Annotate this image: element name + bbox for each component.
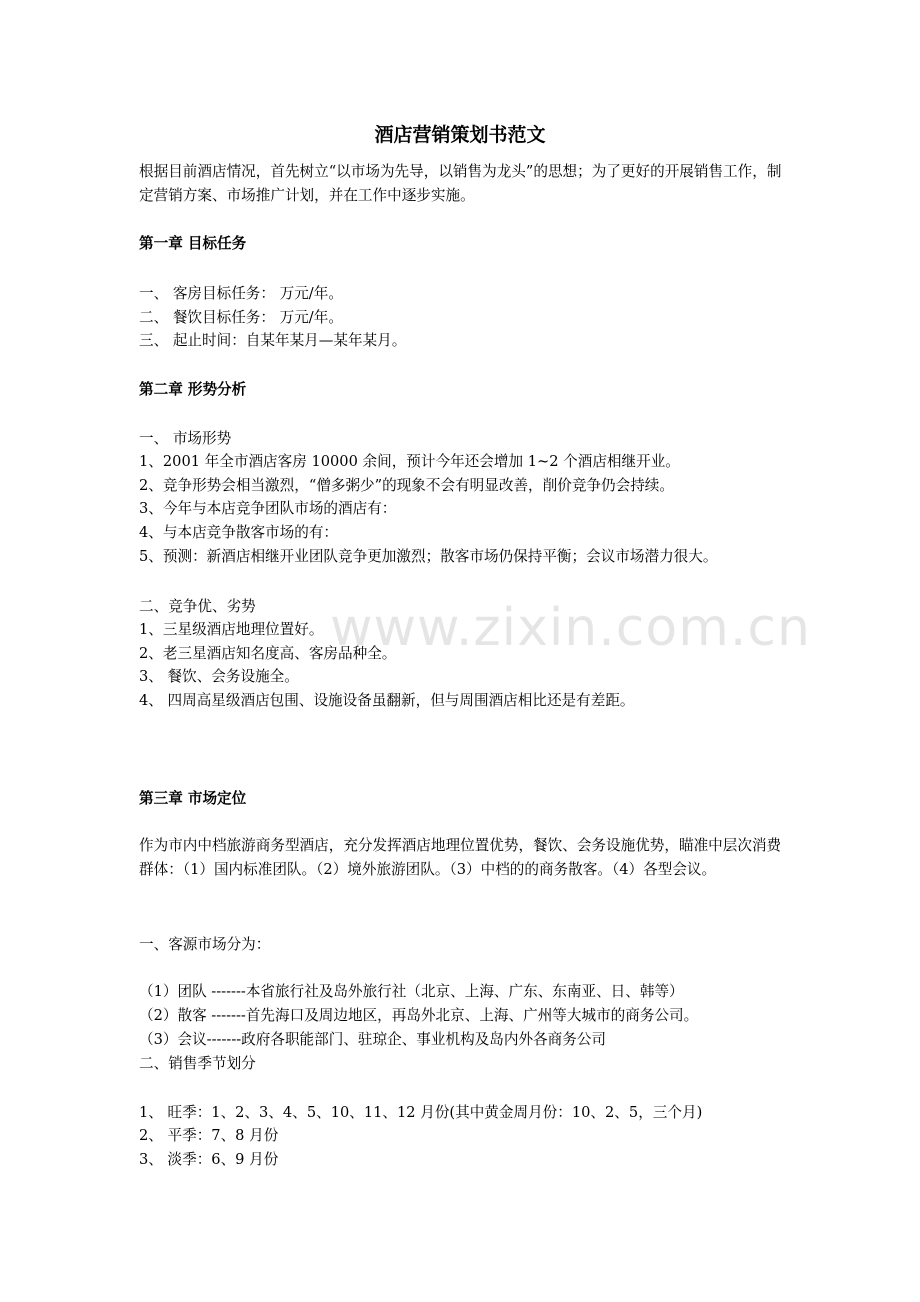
chapter3-intro-paragraph: 作为市内中档旅游商务型酒店，充分发挥酒店地理位置优势，餐饮、会务设施优势，瞄准中层次消费群体：（1）国内标准团队。（2）境外旅游团队。（3）中档的的商务散客。（4）各型会议。: [139, 837, 782, 878]
chapter2-section2-title: 二、竞争优、劣势: [139, 598, 256, 615]
chapter2-section1-item: 1、2001 年全市酒店客房 10000 余间，预计今年还会增加 1~2 个酒店相继开业。: [139, 453, 680, 470]
chapter2-section2-item: 1、三星级酒店地理位置好。: [139, 621, 324, 638]
chapter2-section1-item: 2、竞争形势会相当激烈，“僧多粥少”的现象不会有明显改善，削价竞争仍会持续。: [139, 477, 674, 494]
chapter1-item: 三、 起止时间：自某年某月—某年某月。: [139, 332, 407, 349]
chapter2-heading: 第二章 形势分析: [139, 381, 247, 398]
chapter2-section1-title: 一、 市场形势: [139, 430, 232, 447]
intro-paragraph: 根据目前酒店情况，首先树立“以市场为先导，以销售为龙头”的思想；为了更好的开展销售工作，制定营销方案、市场推广计划，并在工作中逐步实施。: [139, 163, 782, 204]
chapter1-heading: 第一章 目标任务: [139, 235, 247, 252]
chapter3-heading: 第三章 市场定位: [139, 790, 247, 807]
document-title: 酒店营销策划书范文: [374, 124, 546, 146]
chapter3-section1-item: （1）团队 -------本省旅行社及岛外旅行社（北京、上海、广东、东南亚、日、韩等）: [139, 983, 684, 1000]
chapter3-section1-item: （2）散客 -------首先海口及周边地区，再岛外北京、上海、广州等大城市的商务公司。: [139, 1007, 699, 1024]
chapter1-item: 一、 客房目标任务： 万元/年。: [139, 285, 343, 302]
chapter3-section2-item: 3、 淡季：6、9 月份: [139, 1151, 279, 1168]
chapter3-section2-title: 二、销售季节划分: [139, 1055, 256, 1072]
chapter2-section2-item: 4、 四周高星级酒店包围、设施设备虽翻新，但与周围酒店相比还是有差距。: [139, 692, 635, 709]
chapter3-section1-item: （3）会议-------政府各职能部门、驻琼企、事业机构及岛内外各商务公司: [139, 1031, 607, 1048]
chapter1-item: 二、 餐饮目标任务： 万元/年。: [139, 309, 343, 326]
site-watermark: www.zixin.com.cn: [330, 598, 811, 658]
chapter3-section2-item: 2、 平季：7、8 月份: [139, 1127, 279, 1144]
chapter3-section2-item: 1、 旺季：1、2、3、4、5、10、11、12 月份(其中黄金周月份：10、2、5，三个月): [139, 1104, 703, 1121]
chapter2-section1-item: 5、预测：新酒店相继开业团队竞争更加激烈；散客市场仍保持平衡；会议市场潜力很大。: [139, 548, 718, 565]
chapter2-section2-item: 2、老三星酒店知名度高、客房品种全。: [139, 645, 397, 662]
chapter2-section2-item: 3、 餐饮、会务设施全。: [139, 668, 299, 685]
chapter2-section1-item: 3、今年与本店竞争团队市场的酒店有：: [139, 500, 397, 517]
chapter2-section1-item: 4、与本店竞争散客市场的有：: [139, 524, 339, 541]
chapter3-section1-title: 一、客源市场分为：: [139, 936, 271, 953]
